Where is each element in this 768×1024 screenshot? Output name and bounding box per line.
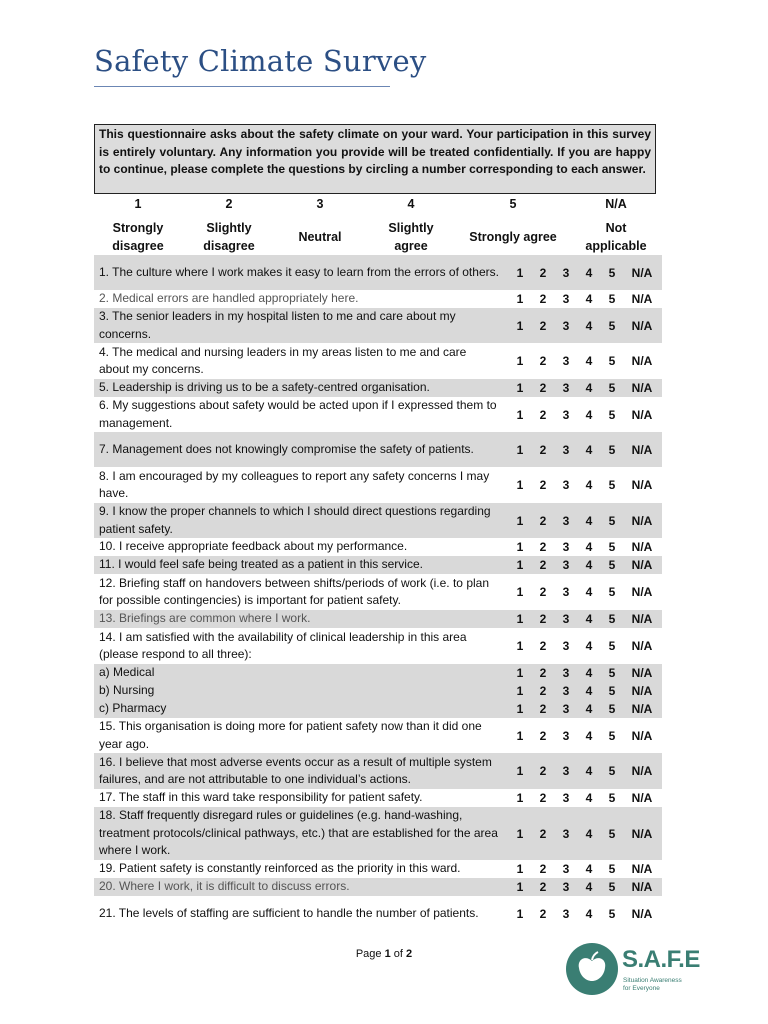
- scale-number: 2: [225, 197, 233, 211]
- logo-tagline: [623, 977, 682, 993]
- answer-option[interactable]: 3: [562, 292, 570, 306]
- answer-option[interactable]: 1: [516, 478, 524, 492]
- answer-option[interactable]: 5: [608, 478, 616, 492]
- answer-option[interactable]: 2: [539, 585, 547, 599]
- answer-option[interactable]: 4: [585, 513, 593, 528]
- scale-number: 3: [316, 197, 324, 211]
- scale-number: 4: [407, 197, 415, 211]
- answer-option[interactable]: 4: [585, 442, 593, 457]
- scale-label: Slightly disagree: [203, 221, 255, 253]
- answer-option[interactable]: 5: [608, 702, 616, 716]
- safe-logo: [564, 941, 704, 997]
- question-row: [94, 896, 662, 931]
- answer-option[interactable]: 3: [562, 513, 570, 528]
- footer-current-page: 1: [384, 948, 391, 960]
- answer-option[interactable]: 4: [585, 684, 593, 698]
- scale-label: Neutral: [298, 230, 342, 244]
- answer-option[interactable]: 3: [562, 906, 570, 921]
- answer-option[interactable]: 5: [608, 442, 616, 457]
- question-text: c) Pharmacy: [99, 701, 167, 716]
- answer-option[interactable]: 4: [585, 381, 593, 395]
- answer-option[interactable]: 3: [562, 585, 570, 599]
- answer-option[interactable]: N/A: [631, 381, 653, 395]
- page-title: Safety Climate Survey: [94, 44, 427, 78]
- scale-label: Slightly agree: [388, 221, 434, 253]
- answer-option[interactable]: N/A: [631, 764, 653, 778]
- answer-option[interactable]: N/A: [631, 862, 653, 876]
- answer-option[interactable]: 5: [608, 318, 616, 333]
- answer-option[interactable]: 5: [608, 513, 616, 528]
- answer-option[interactable]: 3: [562, 880, 570, 894]
- answer-option[interactable]: 4: [585, 318, 593, 333]
- answer-option[interactable]: 4: [585, 478, 593, 492]
- answer-option[interactable]: 2: [539, 407, 547, 422]
- answer-option[interactable]: 3: [562, 478, 570, 492]
- question-row: [94, 538, 662, 556]
- answer-option[interactable]: 1: [516, 354, 524, 368]
- answer-option[interactable]: N/A: [631, 906, 653, 921]
- answer-option[interactable]: 5: [608, 612, 616, 626]
- question-row: [94, 628, 662, 664]
- answer-option[interactable]: 2: [539, 612, 547, 626]
- answer-option[interactable]: 5: [608, 791, 616, 805]
- question-row: [94, 682, 662, 700]
- answer-option[interactable]: 5: [608, 684, 616, 698]
- question-text: 10. I receive appropriate feedback about my performance.: [99, 539, 408, 554]
- question-row: [94, 255, 662, 290]
- answer-option[interactable]: 3: [562, 265, 570, 280]
- answer-option[interactable]: N/A: [631, 478, 653, 492]
- answer-option[interactable]: 1: [516, 639, 524, 653]
- answer-option[interactable]: N/A: [631, 826, 653, 841]
- answer-option[interactable]: 1: [516, 585, 524, 599]
- answer-option[interactable]: 2: [539, 880, 547, 894]
- question-text: 21. The levels of staffing are sufficient to handle the number of patients.: [99, 905, 479, 920]
- answer-option[interactable]: 5: [608, 558, 616, 572]
- answer-option[interactable]: 1: [516, 862, 524, 876]
- answer-option[interactable]: 1: [516, 666, 524, 680]
- answer-option[interactable]: 3: [562, 558, 570, 572]
- question-text: 18. Staff frequently disregard rules or guidelines (e.g. hand-washing, treatment protocols/clinical pathways, etc.) that are established for the area where I work.: [99, 808, 498, 858]
- question-table: [94, 255, 662, 931]
- answer-option[interactable]: 2: [539, 354, 547, 368]
- answer-option[interactable]: N/A: [631, 558, 653, 572]
- question-text: a) Medical: [99, 665, 155, 680]
- answer-option[interactable]: 5: [608, 862, 616, 876]
- scale-number: 1: [134, 197, 142, 211]
- answer-option[interactable]: 3: [562, 862, 570, 876]
- answer-option[interactable]: 3: [562, 684, 570, 698]
- answer-option[interactable]: 2: [539, 666, 547, 680]
- question-row: [94, 379, 662, 397]
- scale-labels: [0, 218, 768, 256]
- answer-option[interactable]: 4: [585, 826, 593, 841]
- answer-option[interactable]: 5: [608, 728, 616, 743]
- answer-option[interactable]: 2: [539, 381, 547, 395]
- question-text: 12. Briefing staff on handovers between shifts/periods of work (i.e. to plan for possible contingencies) is important for patient safety.: [99, 575, 489, 607]
- answer-option[interactable]: 1: [516, 558, 524, 572]
- answer-option[interactable]: 4: [585, 612, 593, 626]
- answer-option[interactable]: 2: [539, 292, 547, 306]
- question-text: 9. I know the proper channels to which I should direct questions regarding patient safety.: [99, 504, 491, 536]
- question-row: [94, 789, 662, 807]
- question-row: [94, 556, 662, 574]
- answer-option[interactable]: 2: [539, 478, 547, 492]
- answer-option[interactable]: 3: [562, 354, 570, 368]
- answer-option[interactable]: N/A: [631, 791, 653, 805]
- question-row: [94, 664, 662, 682]
- answer-option[interactable]: N/A: [631, 585, 653, 599]
- answer-option[interactable]: 5: [608, 826, 616, 841]
- answer-option[interactable]: 4: [585, 585, 593, 599]
- footer-total-pages: 2: [406, 948, 413, 960]
- answer-option[interactable]: 4: [585, 666, 593, 680]
- answer-option[interactable]: N/A: [631, 407, 653, 422]
- answer-option[interactable]: 2: [539, 318, 547, 333]
- scale-label: Strongly disagree: [112, 221, 164, 253]
- answer-option[interactable]: 4: [585, 880, 593, 894]
- answer-option[interactable]: 3: [562, 639, 570, 653]
- answer-option[interactable]: 2: [539, 826, 547, 841]
- answer-option[interactable]: 1: [516, 728, 524, 743]
- answer-option[interactable]: 5: [608, 354, 616, 368]
- answer-option[interactable]: 1: [516, 702, 524, 716]
- answer-option[interactable]: 1: [516, 791, 524, 805]
- question-row: [94, 467, 662, 503]
- answer-option[interactable]: 4: [585, 407, 593, 422]
- answer-option[interactable]: 5: [608, 292, 616, 306]
- answer-option[interactable]: 5: [608, 666, 616, 680]
- question-text: 20. Where I work, it is difficult to discuss errors.: [99, 879, 350, 894]
- answer-option[interactable]: 5: [608, 540, 616, 554]
- answer-option[interactable]: 1: [516, 292, 524, 306]
- answer-option[interactable]: 5: [608, 639, 616, 653]
- answer-option[interactable]: 3: [562, 381, 570, 395]
- answer-option[interactable]: 3: [562, 764, 570, 778]
- answer-option[interactable]: 4: [585, 558, 593, 572]
- answer-option[interactable]: N/A: [631, 880, 653, 894]
- answer-option[interactable]: 3: [562, 318, 570, 333]
- answer-option[interactable]: N/A: [631, 354, 653, 368]
- question-text: 13. Briefings are common where I work.: [99, 611, 311, 626]
- answer-option[interactable]: 3: [562, 702, 570, 716]
- question-row: [94, 610, 662, 628]
- answer-option[interactable]: 1: [516, 906, 524, 921]
- answer-option[interactable]: 1: [516, 684, 524, 698]
- answer-option[interactable]: 3: [562, 791, 570, 805]
- question-text: 3. The senior leaders in my hospital listen to me and care about my concerns.: [99, 309, 456, 341]
- question-text: 15. This organisation is doing more for patient safety now than it did one year ago.: [99, 719, 482, 751]
- answer-option[interactable]: 4: [585, 791, 593, 805]
- answer-option[interactable]: 1: [516, 442, 524, 457]
- answer-option[interactable]: 3: [562, 826, 570, 841]
- question-row: [94, 343, 662, 379]
- answer-option[interactable]: 4: [585, 292, 593, 306]
- answer-option[interactable]: 4: [585, 540, 593, 554]
- answer-option[interactable]: 2: [539, 540, 547, 554]
- answer-option[interactable]: 2: [539, 862, 547, 876]
- answer-option[interactable]: N/A: [631, 684, 653, 698]
- answer-option[interactable]: 5: [608, 381, 616, 395]
- answer-option[interactable]: 5: [608, 407, 616, 422]
- question-text: 11. I would feel safe being treated as a patient in this service.: [99, 557, 423, 572]
- answer-option[interactable]: N/A: [631, 318, 653, 333]
- question-text: 8. I am encouraged by my colleagues to report any safety concerns I may have.: [99, 468, 490, 500]
- answer-option[interactable]: 1: [516, 764, 524, 778]
- answer-option[interactable]: 2: [539, 906, 547, 921]
- answer-option[interactable]: 5: [608, 880, 616, 894]
- scale-label: Not applicable: [585, 221, 647, 253]
- answer-option[interactable]: 5: [608, 585, 616, 599]
- question-row: [94, 574, 662, 610]
- question-row: [94, 290, 662, 308]
- answer-option[interactable]: N/A: [631, 265, 653, 280]
- answer-option[interactable]: 2: [539, 639, 547, 653]
- answer-option[interactable]: 1: [516, 265, 524, 280]
- answer-option[interactable]: 3: [562, 442, 570, 457]
- scale-number: N/A: [605, 197, 627, 211]
- scale-number: 5: [509, 197, 517, 211]
- answer-option[interactable]: 3: [562, 540, 570, 554]
- answer-option[interactable]: 3: [562, 612, 570, 626]
- answer-option[interactable]: 1: [516, 880, 524, 894]
- answer-option[interactable]: 4: [585, 906, 593, 921]
- answer-option[interactable]: 1: [516, 381, 524, 395]
- answer-option[interactable]: 1: [516, 318, 524, 333]
- question-row: [94, 860, 662, 878]
- answer-option[interactable]: N/A: [631, 612, 653, 626]
- answer-option[interactable]: 4: [585, 265, 593, 280]
- answer-option[interactable]: 5: [608, 764, 616, 778]
- question-text: 7. Management does not knowingly compromise the safety of patients.: [99, 441, 474, 456]
- question-text: 5. Leadership is driving us to be a safety-centred organisation.: [99, 380, 430, 395]
- answer-option[interactable]: 4: [585, 764, 593, 778]
- title-underline: [94, 86, 390, 87]
- answer-option[interactable]: 1: [516, 826, 524, 841]
- question-row: [94, 878, 662, 896]
- question-text: b) Nursing: [99, 683, 155, 698]
- answer-option[interactable]: 4: [585, 728, 593, 743]
- question-row: [94, 718, 662, 753]
- answer-option[interactable]: 4: [585, 702, 593, 716]
- answer-option[interactable]: 4: [585, 639, 593, 653]
- footer-prefix: Page: [355, 948, 385, 960]
- answer-option[interactable]: 5: [608, 906, 616, 921]
- answer-option[interactable]: 4: [585, 354, 593, 368]
- question-text: 1. The culture where I work makes it easy to learn from the errors of others.: [99, 264, 499, 279]
- logo-tagline-line-1: Situation Awareness: [623, 977, 682, 984]
- answer-option[interactable]: 2: [539, 791, 547, 805]
- answer-option[interactable]: 2: [539, 728, 547, 743]
- answer-option[interactable]: 2: [539, 265, 547, 280]
- question-row: [94, 753, 662, 789]
- answer-option[interactable]: 5: [608, 265, 616, 280]
- answer-option[interactable]: N/A: [631, 728, 653, 743]
- question-row: [94, 397, 662, 432]
- answer-option[interactable]: 3: [562, 666, 570, 680]
- question-row: [94, 432, 662, 467]
- intro-box: This questionnaire asks about the safety climate on your ward. Your participation in this survey is entirely voluntary. Any information you provide will be treated confidentially. If you are happy to continue, please complete the questions by circling a number corresponding to each answer.: [94, 124, 656, 194]
- logo-wordmark: S.A.F.E: [622, 946, 700, 973]
- answer-option[interactable]: N/A: [631, 540, 653, 554]
- answer-option[interactable]: 2: [539, 764, 547, 778]
- answer-option[interactable]: N/A: [631, 442, 653, 457]
- answer-option[interactable]: N/A: [631, 292, 653, 306]
- apple-logo-icon: [564, 941, 620, 997]
- question-row: [94, 700, 662, 718]
- question-row: [94, 807, 662, 860]
- answer-option[interactable]: 2: [539, 442, 547, 457]
- answer-option[interactable]: 2: [539, 702, 547, 716]
- logo-tagline-line-2: for Everyone: [623, 985, 660, 992]
- answer-option[interactable]: 2: [539, 558, 547, 572]
- answer-option[interactable]: N/A: [631, 513, 653, 528]
- question-text: 14. I am satisfied with the availability of clinical leadership in this area (please respond to all three):: [99, 629, 467, 661]
- scale-numbers: [0, 197, 768, 213]
- answer-option[interactable]: 3: [562, 407, 570, 422]
- scale-label: Strongly agree: [469, 230, 557, 244]
- answer-option[interactable]: 4: [585, 862, 593, 876]
- footer-middle: of: [390, 948, 407, 960]
- answer-option[interactable]: 1: [516, 407, 524, 422]
- answer-option[interactable]: 3: [562, 728, 570, 743]
- answer-option[interactable]: 1: [516, 513, 524, 528]
- question-row: [94, 308, 662, 343]
- answer-option[interactable]: N/A: [631, 666, 653, 680]
- answer-option[interactable]: N/A: [631, 702, 653, 716]
- answer-option[interactable]: 1: [516, 540, 524, 554]
- answer-option[interactable]: N/A: [631, 639, 653, 653]
- question-text: 16. I believe that most adverse events occur as a result of multiple system failures, and are not attributable to one individual’s actions.: [99, 754, 492, 786]
- question-row: [94, 503, 662, 538]
- question-text: 4. The medical and nursing leaders in my areas listen to me and care about my concerns.: [99, 344, 467, 376]
- answer-option[interactable]: 2: [539, 513, 547, 528]
- answer-option[interactable]: 2: [539, 684, 547, 698]
- answer-option[interactable]: 1: [516, 612, 524, 626]
- question-text: 2. Medical errors are handled appropriately here.: [99, 291, 359, 306]
- question-text: 19. Patient safety is constantly reinforced as the priority in this ward.: [99, 861, 461, 876]
- question-text: 6. My suggestions about safety would be acted upon if I expressed them to management.: [99, 398, 497, 430]
- question-text: 17. The staff in this ward take responsibility for patient safety.: [99, 790, 423, 805]
